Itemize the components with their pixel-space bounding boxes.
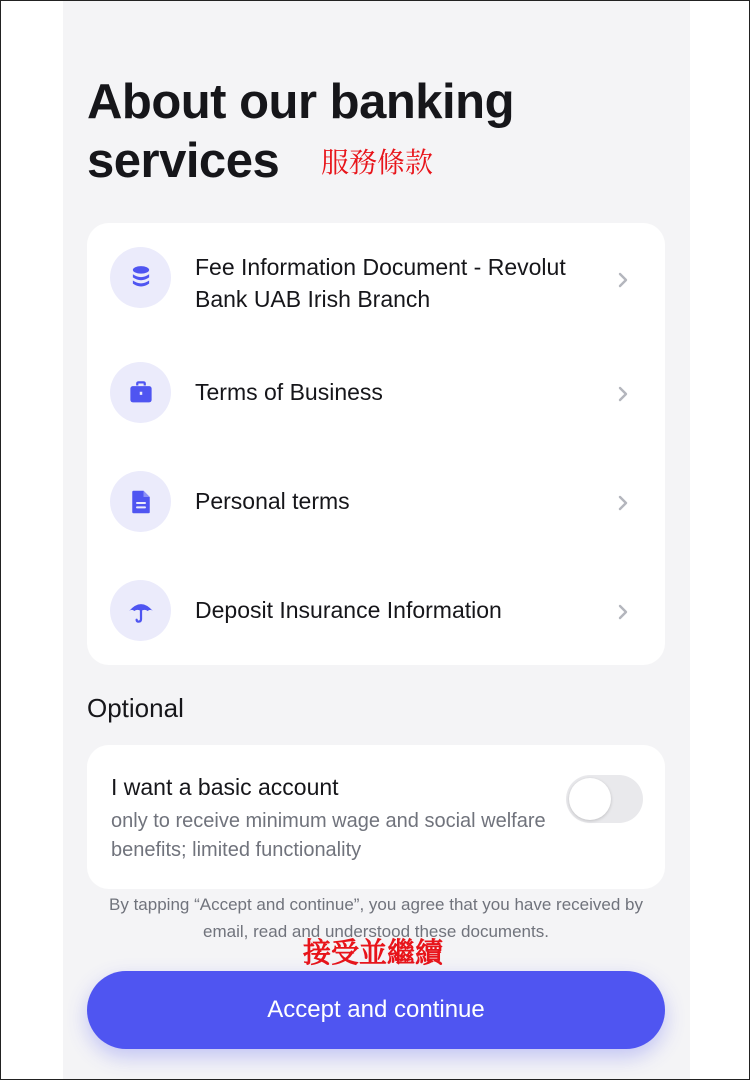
basic-account-title: I want a basic account: [111, 774, 339, 800]
basic-account-description: only to receive minimum wage and social welfare benefits; limited functionality: [111, 810, 546, 861]
toggle-knob: [569, 778, 611, 820]
document-label: Fee Information Document - Revolut Bank UAB Irish Branch: [195, 254, 566, 312]
document-item-deposit-insurance[interactable]: [87, 563, 665, 663]
document-label: Deposit Insurance Information: [195, 597, 502, 623]
documents-card: [87, 223, 665, 665]
acceptance-disclaimer: By tapping “Accept and continue”, you agree that you have received by email, read and understood these documents.: [109, 895, 643, 941]
basic-account-toggle[interactable]: [566, 775, 643, 823]
optional-section-title: Optional: [87, 693, 184, 723]
title-annotation: 服務條款: [321, 146, 434, 179]
document-item-fee-information[interactable]: [87, 231, 665, 331]
chevron-right-icon: [614, 494, 632, 512]
document-icon: [110, 471, 171, 532]
chevron-right-icon: [614, 385, 632, 403]
button-annotation: 接受並繼續: [303, 936, 444, 969]
document-item-terms-of-business[interactable]: [87, 345, 665, 445]
briefcase-icon: [110, 362, 171, 423]
document-label: Terms of Business: [195, 379, 383, 405]
document-item-personal-terms[interactable]: [87, 454, 665, 554]
chevron-right-icon: [614, 271, 632, 289]
coins-stack-icon: [110, 247, 171, 308]
chevron-right-icon: [614, 603, 632, 621]
document-label: Personal terms: [195, 488, 350, 514]
accept-and-continue-button[interactable]: Accept and continue: [87, 971, 665, 1049]
page-title: About our banking services: [87, 75, 514, 188]
umbrella-icon: [110, 580, 171, 641]
basic-account-card: [87, 745, 665, 889]
